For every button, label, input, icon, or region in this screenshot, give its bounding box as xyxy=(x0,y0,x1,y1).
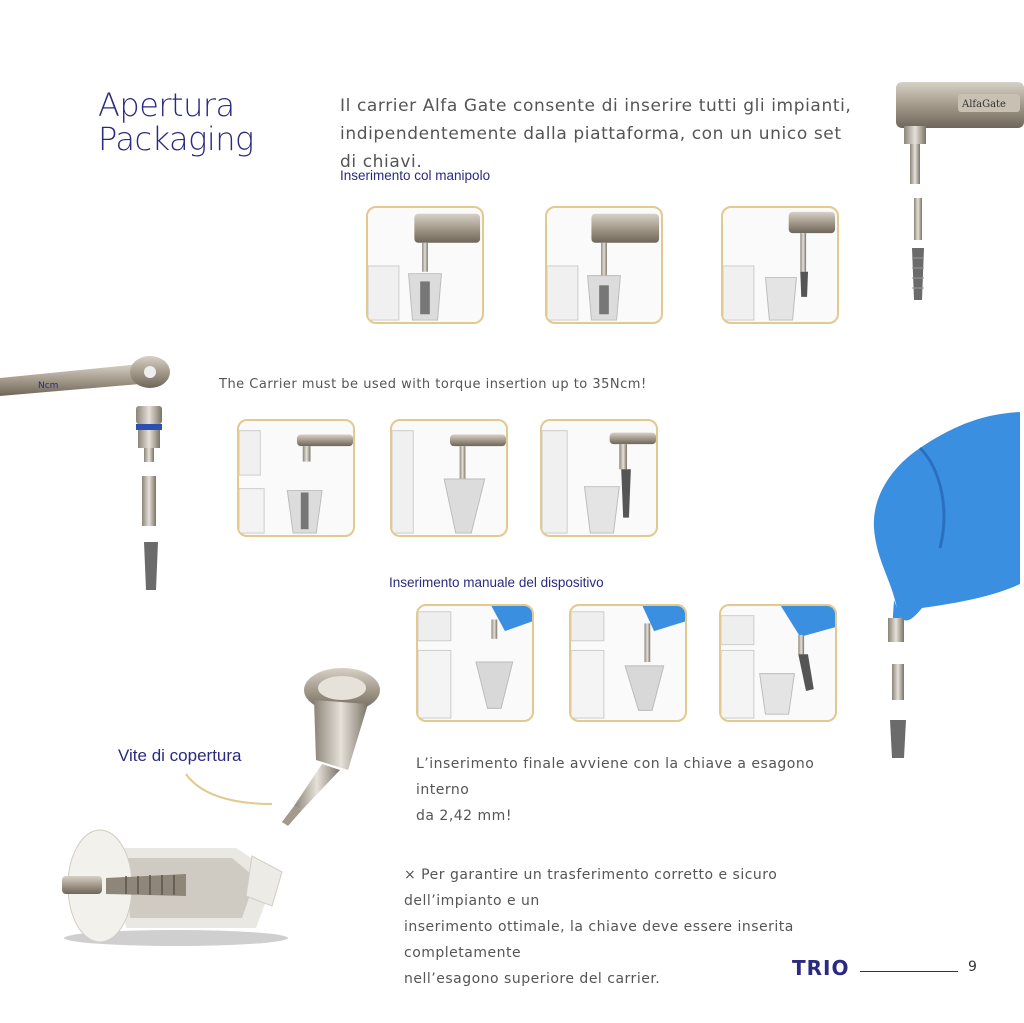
trio-logo: TRIO xyxy=(792,956,850,980)
page-title-line2: Packaging xyxy=(98,120,254,158)
carrier-packaging-illustration xyxy=(56,820,296,950)
intro-line2: indipendentemente dalla piattaforma, con un unico set di chiavi. xyxy=(340,124,842,172)
cover-screw-driver-illustration xyxy=(270,660,390,830)
footer-divider xyxy=(860,971,958,972)
final-insert-line1: L’inserimento finale avviene con la chiave a esagono interno xyxy=(416,756,815,798)
photo-ratchet-step-2 xyxy=(390,419,508,537)
final-insert-text xyxy=(416,751,836,829)
cover-screw-label: Vite di copertura xyxy=(118,746,242,765)
photo-manual-step-2 xyxy=(569,604,687,722)
photo-handpiece-step-3 xyxy=(721,206,839,324)
ratchet-marking: Ncm xyxy=(38,381,59,391)
ratchet-illustration xyxy=(0,350,190,600)
insertion-note-line1: × Per garantire un trasferimento corretto e sicuro dell’impianto e un xyxy=(404,867,778,909)
gloved-hand-illustration xyxy=(870,408,1024,778)
photo-ratchet-step-1 xyxy=(237,419,355,537)
insertion-note-line3: nell’esagono superiore del carrier. xyxy=(404,971,661,987)
handpiece-brand: AlfaGate xyxy=(962,99,1006,110)
page-title xyxy=(98,88,254,156)
cover-screw-pointer-arc xyxy=(180,770,280,810)
section-heading-handpiece: Inserimento col manipolo xyxy=(340,168,491,183)
photo-handpiece-step-1 xyxy=(366,206,484,324)
photo-manual-step-3 xyxy=(719,604,837,722)
photo-ratchet-step-3 xyxy=(540,419,658,537)
intro-text xyxy=(340,92,860,176)
torque-note: The Carrier must be used with torque insertion up to 35Ncm! xyxy=(219,377,647,392)
page-number: 9 xyxy=(968,959,977,975)
page-title-line1: Apertura xyxy=(98,86,235,124)
section-heading-manual: Inserimento manuale del dispositivo xyxy=(389,575,604,590)
insertion-note-line2: inserimento ottimale, la chiave deve essere inserita completamente xyxy=(404,919,794,961)
handpiece-illustration xyxy=(890,78,1024,308)
photo-handpiece-step-2 xyxy=(545,206,663,324)
photo-manual-step-1 xyxy=(416,604,534,722)
intro-line1: Il carrier Alfa Gate consente di inserire tutti gli impianti, xyxy=(340,96,852,116)
final-insert-line2: da 2,42 mm! xyxy=(416,808,512,824)
